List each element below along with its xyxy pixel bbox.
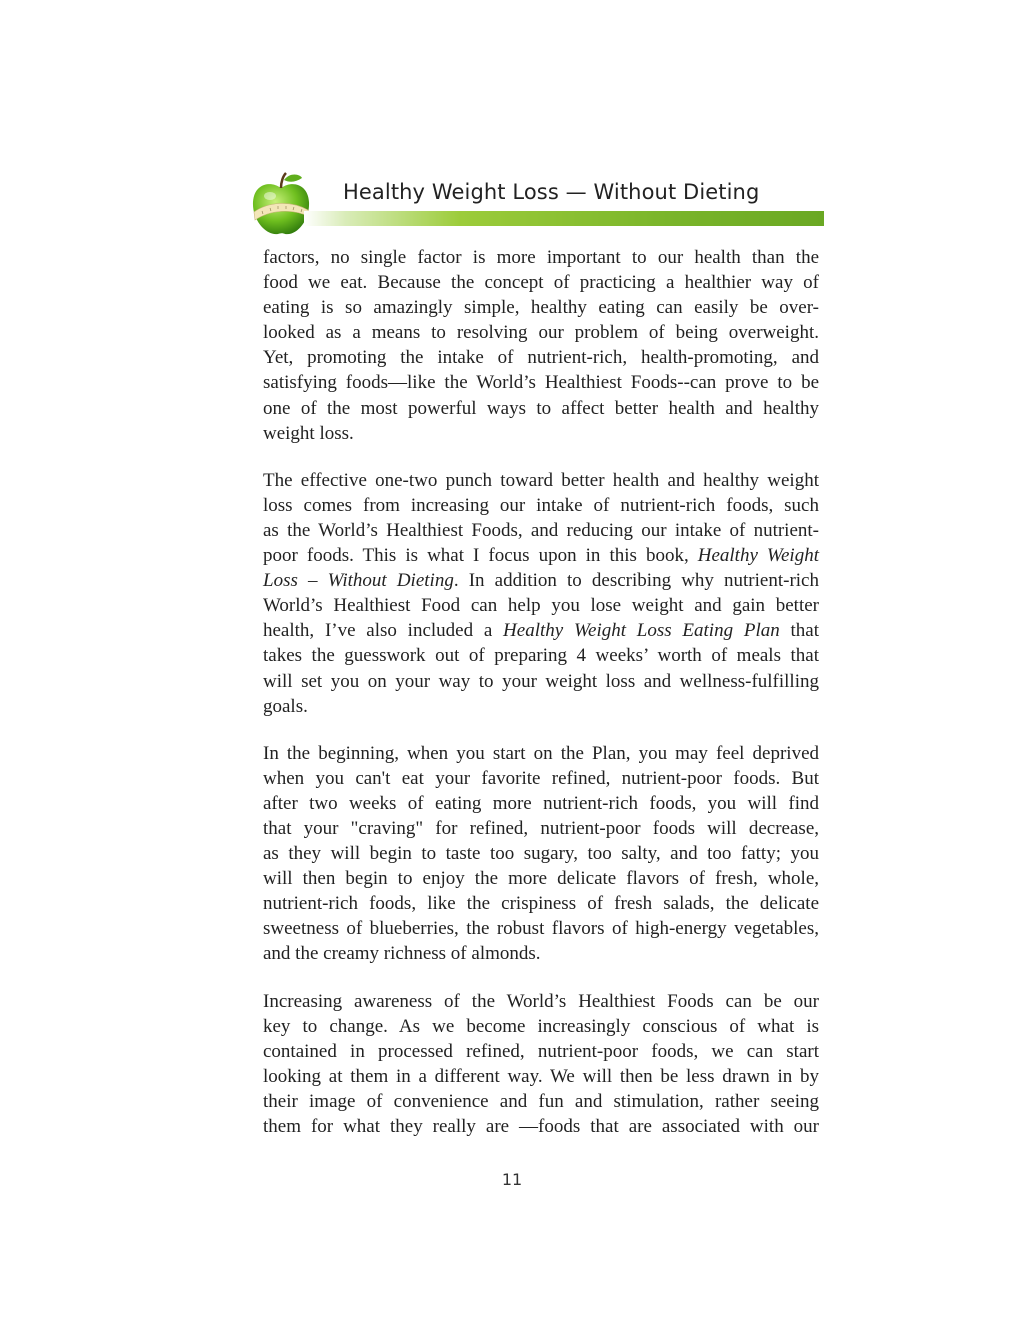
text-line: factors, no single factor is more important to our health than the: [263, 247, 819, 268]
text-line: and the creamy richness of almonds.: [263, 943, 541, 965]
text-line: eating is so amazingly simple, healthy eating can easily be over-: [263, 297, 819, 319]
text-line: takes the guesswork out of preparing 4 weeks’ worth of meals that: [263, 645, 819, 667]
text-line: loss comes from increasing our intake of nutrient-rich foods, such: [263, 494, 819, 516]
text-line: food we eat. Because the concept of practicing a healthier way of: [263, 272, 819, 294]
book-title-italic: Loss – Without Dieting: [263, 570, 454, 592]
text-line: one of the most powerful ways to affect better health and healthy: [263, 397, 819, 419]
text-line: nutrient-rich foods, like the crispiness of fresh salads, the delicate: [263, 893, 819, 915]
text-line: sweetness of blueberries, the robust flavors of high-energy vegetables,: [263, 918, 819, 940]
text-run: that: [779, 620, 819, 642]
text-line: that your "craving" for refined, nutrient-poor foods will decrease,: [263, 817, 819, 839]
text-line: as they will begin to taste too sugary, too salty, and too fatty; you: [263, 843, 819, 865]
text-line: weight loss.: [263, 422, 354, 444]
text-line: [263, 568, 819, 593]
text-line: their image of convenience and fun and stimulation, rather seeing: [263, 1090, 819, 1112]
text-line: looked as a means to resolving our problem of being overweight.: [263, 322, 819, 344]
green-apple-measuring-tape-icon: [248, 170, 314, 240]
text-line: Yet, promoting the intake of nutrient-rich, health-promoting, and: [263, 347, 819, 369]
text-line: [263, 618, 819, 643]
text-run: health, I’ve also included a: [263, 620, 504, 642]
text-line: World’s Healthiest Food can help you lose weight and gain better: [263, 595, 819, 617]
text-line: goals.: [263, 695, 308, 717]
page-number: 11: [501, 1170, 523, 1189]
running-header-title: Healthy Weight Loss — Without Dieting: [343, 180, 760, 204]
book-title-italic: Healthy Weight: [697, 545, 819, 567]
text-line: satisfying foods—like the World’s Healthiest Foods--can prove to be: [263, 372, 819, 394]
paragraph-3: [263, 741, 819, 967]
paragraph-4: [263, 989, 819, 1140]
text-line: will set you on your way to your weight loss and wellness-fulfilling: [263, 670, 819, 692]
paragraph-1: [263, 245, 819, 446]
text-line: will then begin to enjoy the more delicate flavors of fresh, whole,: [263, 868, 819, 890]
paragraph-2: [263, 468, 819, 719]
text-line: as the World’s Healthiest Foods, and reducing our intake of nutrient-: [263, 519, 819, 541]
text-line: The effective one-two punch toward better health and healthy weight: [263, 469, 819, 491]
header-accent-bar: [304, 211, 824, 226]
text-line: looking at them in a different way. We will then be less drawn in by: [263, 1065, 819, 1087]
body-text: [263, 245, 819, 1161]
text-line: [263, 543, 819, 568]
text-line: In the beginning, when you start on the Plan, you may feel deprived: [263, 742, 819, 764]
text-line: Increasing awareness of the World’s Healthiest Foods can be our: [263, 990, 819, 1012]
text-line: after two weeks of eating more nutrient-rich foods, you will find: [263, 792, 819, 814]
text-run: poor foods. This is what I focus upon in this book,: [263, 545, 698, 567]
text-line: contained in processed refined, nutrient-poor foods, we can start: [263, 1040, 819, 1062]
text-line: when you can't eat your favorite refined, nutrient-poor foods. But: [263, 767, 819, 789]
plan-title-italic: Healthy Weight Loss Eating Plan: [503, 620, 780, 642]
text-line: them for what they really are —foods that are associated with our: [263, 1116, 819, 1137]
text-line: key to change. As we become increasingly conscious of what is: [263, 1015, 819, 1037]
text-run: . In addition to describing why nutrient-rich: [453, 570, 819, 592]
